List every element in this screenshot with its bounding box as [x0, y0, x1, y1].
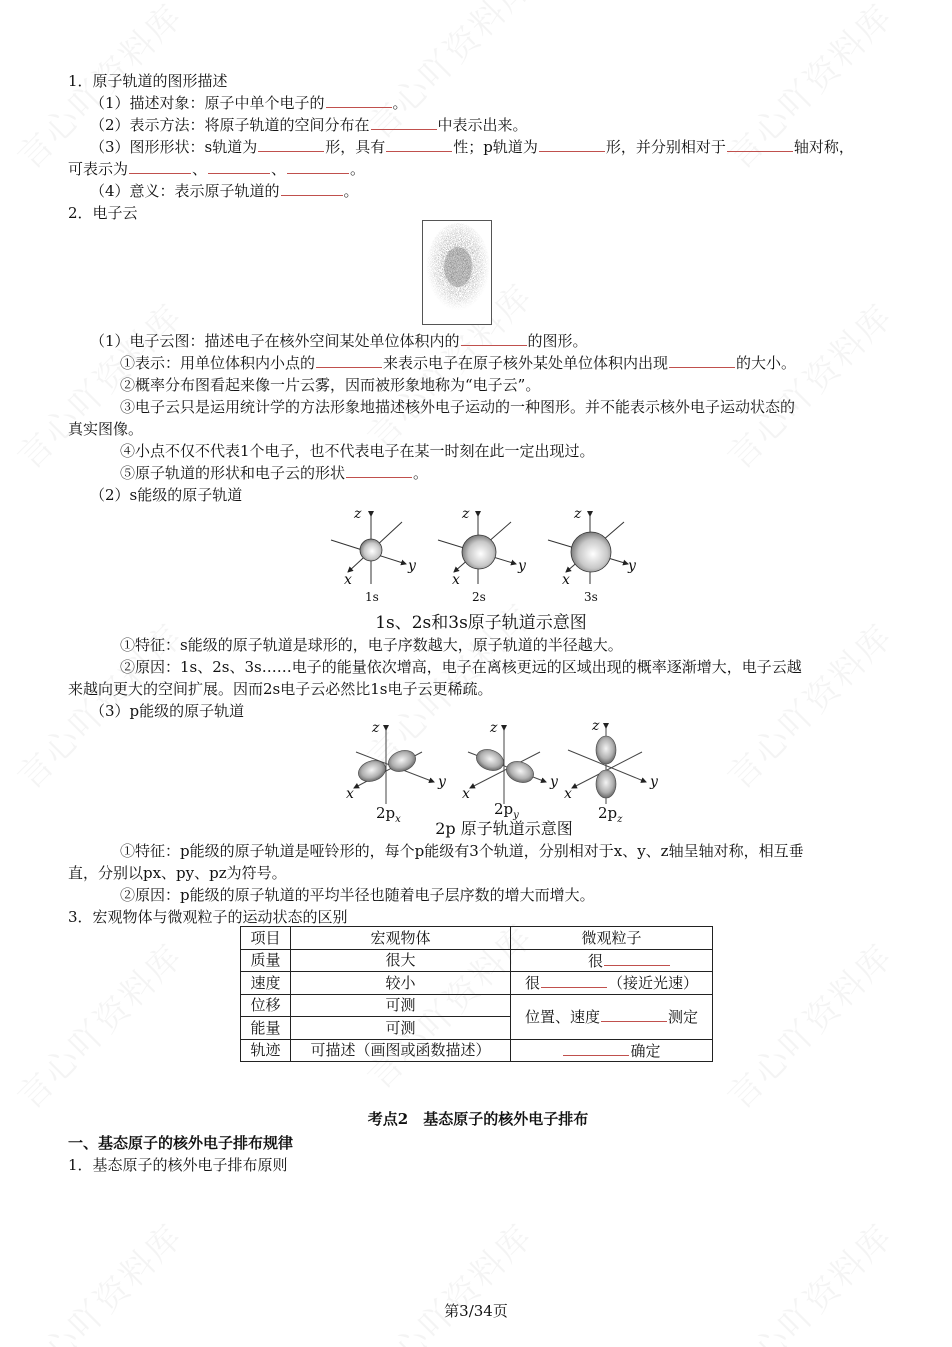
paragraph	[68, 462, 428, 484]
axis-label-y: y	[650, 774, 658, 790]
table-header-row	[241, 927, 713, 950]
text: 。	[392, 94, 408, 112]
axis-label-z: z	[574, 506, 582, 522]
topic-title: 考点2 基态原子的核外电子排布	[367, 1110, 589, 1128]
section-heading: 2．电子云	[68, 204, 138, 222]
table-cell: 位移	[241, 994, 291, 1017]
text: 中表示出来。	[437, 116, 528, 134]
fill-blank[interactable]	[563, 1040, 629, 1056]
fill-blank[interactable]	[541, 972, 607, 988]
fill-blank[interactable]	[129, 158, 191, 174]
table-cell: 能量	[241, 1017, 291, 1040]
watermark	[714, 291, 901, 478]
paragraph	[68, 136, 854, 158]
text: 、	[271, 160, 287, 178]
text: 很	[587, 951, 603, 970]
text: 测定	[668, 1008, 699, 1026]
table-header: 微观粒子	[511, 927, 713, 950]
axis-label-z: z	[462, 506, 470, 522]
axis-label-x: x	[346, 786, 354, 802]
text: 可表示为	[68, 160, 129, 178]
paragraph: ②概率分布图看起来像一片云雾，因而被形象地称为“电子云”。	[120, 376, 541, 394]
fill-blank[interactable]	[461, 330, 527, 346]
paragraph	[68, 330, 588, 352]
table-cell: 很大	[291, 949, 511, 972]
text: ①表示：用单位体积内小点的	[120, 354, 316, 372]
paragraph: ③电子云只是运用统计学的方法形象地描述核外电子运动的一种图形。并不能表示核外电子运动状态的	[120, 398, 796, 416]
axis-label-x: x	[462, 786, 470, 802]
text: 来表示电子在原子核外某处单位体积内出现	[383, 354, 669, 372]
axis-label-z: z	[372, 720, 380, 736]
text: 2p	[598, 804, 618, 822]
paragraph	[68, 352, 796, 374]
table-cell: 速度	[241, 972, 291, 995]
table-cell: 质量	[241, 949, 291, 972]
paragraph: 直，分别以px、py、pz为符号。	[68, 864, 287, 882]
orbital-label-3s: 3s	[584, 590, 598, 604]
fill-blank[interactable]	[371, 114, 437, 130]
text: （4）意义：表示原子轨道的	[90, 182, 280, 200]
section-heading: 1．原子轨道的图形描述	[68, 72, 228, 90]
watermark	[354, 1211, 541, 1347]
text: 。	[350, 160, 366, 178]
fill-blank[interactable]	[287, 158, 349, 174]
text: 很	[524, 974, 540, 993]
table-cell	[511, 972, 713, 995]
axis-label-y: y	[550, 774, 558, 790]
text: （接近光速）	[608, 974, 699, 993]
fill-blank[interactable]	[601, 1006, 667, 1022]
fill-blank[interactable]	[316, 352, 382, 368]
paragraph: 1．基态原子的核外电子排布原则	[68, 1156, 288, 1174]
figure-caption: 1s、2s和3s原子轨道示意图	[375, 613, 587, 633]
watermark	[714, 1211, 901, 1347]
electron-cloud-icon	[423, 221, 492, 325]
text: 形，具有	[325, 138, 386, 156]
watermark	[714, 931, 901, 1118]
text: （2）表示方法：将原子轨道的空间分布在	[90, 116, 370, 134]
paragraph	[68, 158, 365, 180]
axis-label-y: y	[628, 558, 636, 574]
table-cell	[511, 1039, 713, 1062]
fill-blank[interactable]	[281, 180, 343, 196]
paragraph: ④小点不仅不代表1个电子，也不代表电子在某一时刻在此一定出现过。	[120, 442, 595, 460]
table-cell: 可测	[291, 1017, 511, 1040]
text: 的大小。	[736, 354, 797, 372]
text: 轴对称，	[793, 138, 854, 156]
orbital-label-2s: 2s	[472, 590, 486, 604]
text: 性；p轨道为	[453, 138, 538, 156]
paragraph: ②原因：p能级的原子轨道的平均半径也随着电子层序数的增大而增大。	[120, 886, 595, 904]
text: 。	[413, 464, 429, 482]
orbital-label-1s: 1s	[365, 590, 379, 604]
table-cell: 较小	[291, 972, 511, 995]
text: 形，并分别相对于	[605, 138, 726, 156]
table-header: 项目	[241, 927, 291, 950]
text: 确定	[630, 1041, 661, 1060]
table-header: 宏观物体	[291, 927, 511, 950]
text: y	[513, 810, 519, 821]
axis-label-x: x	[562, 572, 570, 588]
watermark	[4, 931, 191, 1118]
axis-label-x: x	[452, 572, 460, 588]
fill-blank[interactable]	[539, 136, 605, 152]
axis-label-z: z	[354, 506, 362, 522]
fill-blank[interactable]	[669, 352, 735, 368]
text: （3）图形形状：s轨道为	[90, 138, 258, 156]
table-cell: 轨迹	[241, 1039, 291, 1062]
watermark	[714, 611, 901, 798]
axis-label-y: y	[518, 558, 526, 574]
table-row	[241, 1039, 713, 1062]
fill-blank[interactable]	[326, 92, 392, 108]
paragraph: ①特征：p能级的原子轨道是哑铃形的，每个p能级有3个轨道，分别相对于x、y、z轴呈轴对称，相互垂	[120, 842, 804, 860]
table-cell: 可描述（画图或函数描述）	[291, 1039, 511, 1062]
paragraph: （2）s能级的原子轨道	[90, 486, 243, 504]
text: z	[617, 814, 623, 825]
text: ⑤原子轨道的形状和电子云的形状	[120, 464, 346, 482]
s-orbital-diagram-icon	[326, 504, 636, 604]
paragraph: 来越向更大的空间扩展。因而2s电子云必然比1s电子云更稀疏。	[68, 680, 493, 698]
axis-label-z: z	[490, 720, 498, 736]
fill-blank[interactable]	[346, 462, 412, 478]
axis-label-y: y	[408, 558, 416, 574]
fill-blank[interactable]	[258, 136, 324, 152]
text: 的图形。	[527, 332, 588, 350]
axis-label-z: z	[592, 718, 600, 734]
axis-label-x: x	[344, 572, 352, 588]
text: （1）描述对象：原子中单个电子的	[90, 94, 325, 112]
text: 、	[192, 160, 208, 178]
table-row	[241, 949, 713, 972]
fill-blank[interactable]	[208, 158, 270, 174]
table-row	[241, 994, 713, 1017]
fill-blank[interactable]	[727, 136, 793, 152]
electron-cloud-image	[422, 220, 492, 325]
axis-label-x: x	[564, 786, 572, 802]
subheading: 一、基态原子的核外电子排布规律	[68, 1134, 294, 1152]
text: 2p	[494, 800, 514, 818]
table-cell	[511, 994, 713, 1039]
p-orbital-figure	[344, 718, 664, 825]
table-cell: 可测	[291, 994, 511, 1017]
axis-label-y: y	[438, 774, 446, 790]
fill-blank[interactable]	[386, 136, 452, 152]
paragraph: 真实图像。	[68, 420, 144, 438]
paragraph	[68, 114, 528, 136]
text: 2p	[376, 804, 396, 822]
watermark	[4, 1211, 191, 1347]
fill-blank[interactable]	[604, 950, 670, 966]
paragraph	[68, 180, 359, 202]
section-heading: 3．宏观物体与微观粒子的运动状态的区别	[68, 908, 348, 926]
s-orbital-figure	[326, 504, 636, 604]
table-cell	[511, 949, 713, 972]
page-number: 第3/34页	[444, 1302, 508, 1320]
paragraph: （3）p能级的原子轨道	[90, 702, 245, 720]
table-row	[241, 972, 713, 995]
text: 位置、速度	[524, 1008, 600, 1026]
paragraph	[68, 92, 408, 114]
comparison-table	[240, 926, 713, 1062]
paragraph: ①特征：s能级的原子轨道是球形的，电子序数越大，原子轨道的半径越大。	[120, 636, 623, 654]
figure-caption: 2p 原子轨道示意图	[435, 819, 573, 838]
paragraph: ②原因：1s、2s、3s……电子的能量依次增高，电子在离核更远的区域出现的概率逐渐增大，电子云越	[120, 658, 802, 676]
text: x	[395, 814, 401, 825]
text: 。	[343, 182, 359, 200]
text: （1）电子云图：描述电子在核外空间某处单位体积内的	[90, 332, 460, 350]
